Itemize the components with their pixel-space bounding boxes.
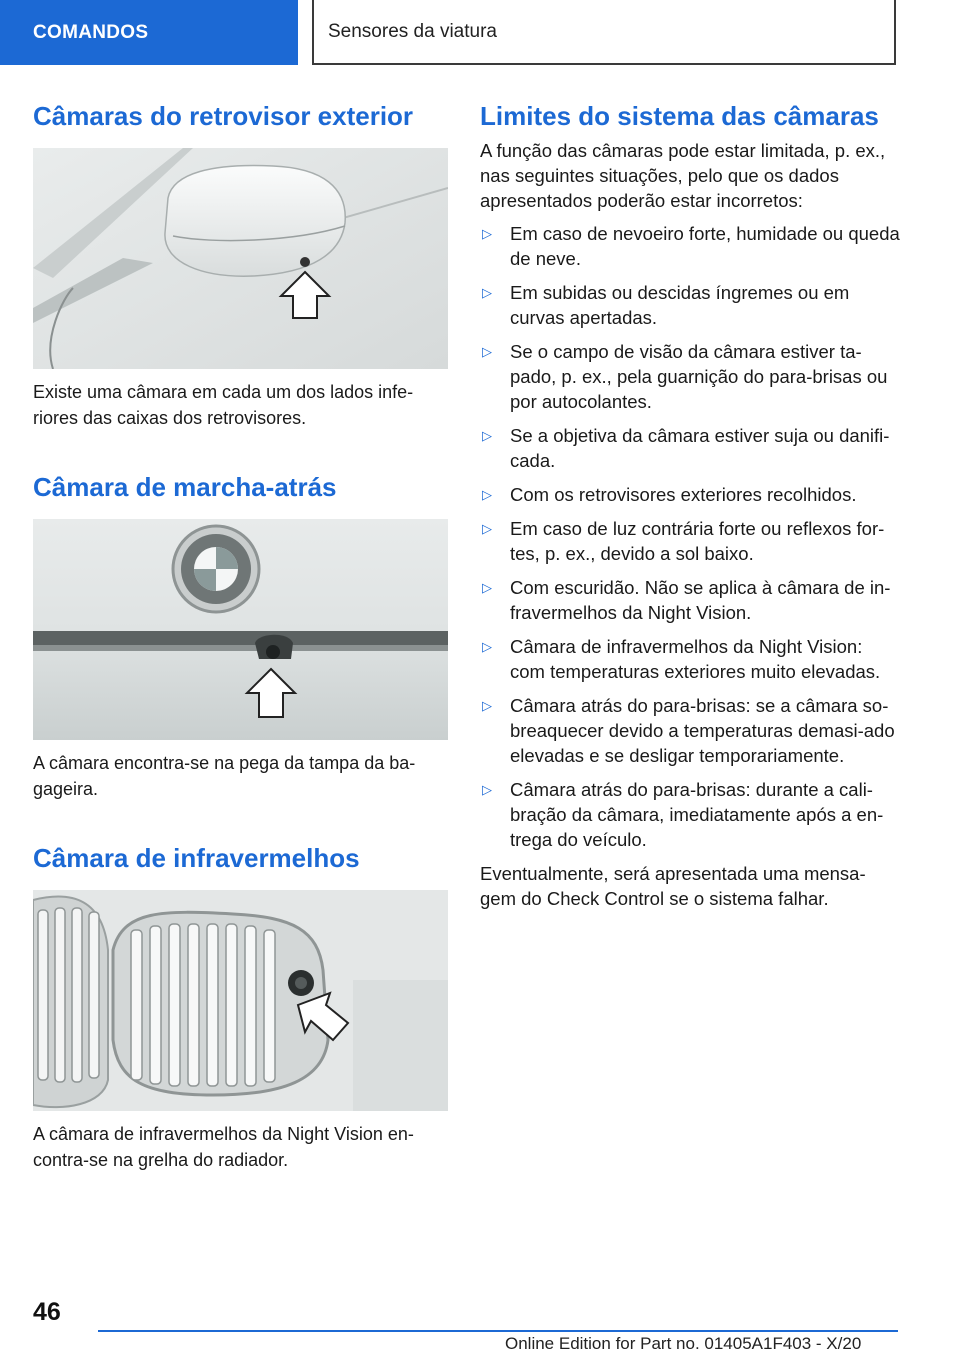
infrared-camera-heading: Câmara de infravermelhos xyxy=(33,843,360,873)
triangle-bullet-icon: ▷ xyxy=(482,698,492,713)
list-item: ▷ Em caso de nevoeiro forte, humidade ou queda de neve. xyxy=(482,223,900,269)
limits-heading: Limites do sistema das câmaras xyxy=(480,101,879,131)
triangle-bullet-icon: ▷ xyxy=(482,344,492,359)
triangle-bullet-icon: ▷ xyxy=(482,580,492,595)
list-item: ▷ Se o campo de visão da câmara estiver ta-pado, p. ex., pela guarnição do para-brisas ou por autocolantes. xyxy=(482,341,888,412)
infrared-camera-caption: A câmara de infravermelhos da Night Vision en-contra-se na grelha do radiador. xyxy=(33,1124,414,1170)
footer-divider xyxy=(98,1330,898,1332)
list-item: ▷ Se a objetiva da câmara estiver suja ou danifi-cada. xyxy=(482,425,890,471)
page-number: 46 xyxy=(33,1298,61,1326)
limits-list xyxy=(480,221,900,852)
subsection-header xyxy=(312,0,896,65)
limits-outro: Eventualmente, será apresentada uma mensa-gem do Check Control se o sistema falhar. xyxy=(480,863,866,909)
triangle-bullet-icon: ▷ xyxy=(482,521,492,536)
list-item: ▷ Câmara atrás do para-brisas: se a câmara so-breaquecer devido a temperaturas demasi-ado elevadas e se desligar temporariamente. xyxy=(482,695,895,766)
triangle-bullet-icon: ▷ xyxy=(482,285,492,300)
list-item: ▷ Em caso de luz contrária forte ou reflexos for-tes, p. ex., devido a sol baixo. xyxy=(482,518,885,564)
limits-intro: A função das câmaras pode estar limitada, p. ex., nas seguintes situações, pelo que os dados apresentados poderão estar incorretos: xyxy=(480,140,886,211)
right-column xyxy=(480,96,900,911)
infrared-camera-illustration xyxy=(33,890,448,1111)
rear-camera-caption: A câmara encontra-se na pega da tampa da ba-gageira. xyxy=(33,753,416,799)
triangle-bullet-icon: ▷ xyxy=(482,428,492,443)
triangle-bullet-icon: ▷ xyxy=(482,782,492,797)
triangle-bullet-icon: ▷ xyxy=(482,639,492,654)
left-column xyxy=(33,96,448,1173)
section-label: COMANDOS xyxy=(33,21,149,43)
subsection-label: Sensores da viatura xyxy=(328,20,497,42)
list-item: ▷ Com escuridão. Não se aplica à câmara de in-fravermelhos da Night Vision. xyxy=(482,577,891,623)
list-item: ▷ Câmara de infravermelhos da Night Vision: com temperaturas exteriores muito elevadas. xyxy=(482,636,881,682)
list-item: ▷ Câmara atrás do para-brisas: durante a cali-bração da câmara, imediatamente após a en-trega do veículo. xyxy=(482,779,884,850)
list-item: ▷ Em subidas ou descidas íngremes ou em curvas apertadas. xyxy=(482,282,850,328)
triangle-bullet-icon: ▷ xyxy=(482,487,492,502)
edition-footer: Online Edition for Part no. 01405A1F403 - X/20 xyxy=(505,1334,862,1353)
mirror-camera-caption: Existe uma câmara em cada um dos lados infe-riores das caixas dos retrovisores. xyxy=(33,382,414,428)
triangle-bullet-icon: ▷ xyxy=(482,226,492,241)
list-item: ▷ Com os retrovisores exteriores recolhidos. xyxy=(482,484,857,505)
rear-camera-heading: Câmara de marcha-atrás xyxy=(33,472,337,502)
mirror-camera-illustration xyxy=(33,148,448,369)
mirror-camera-heading: Câmaras do retrovisor exterior xyxy=(33,101,414,131)
rear-camera-illustration xyxy=(33,519,448,740)
section-tab[interactable] xyxy=(0,0,298,65)
